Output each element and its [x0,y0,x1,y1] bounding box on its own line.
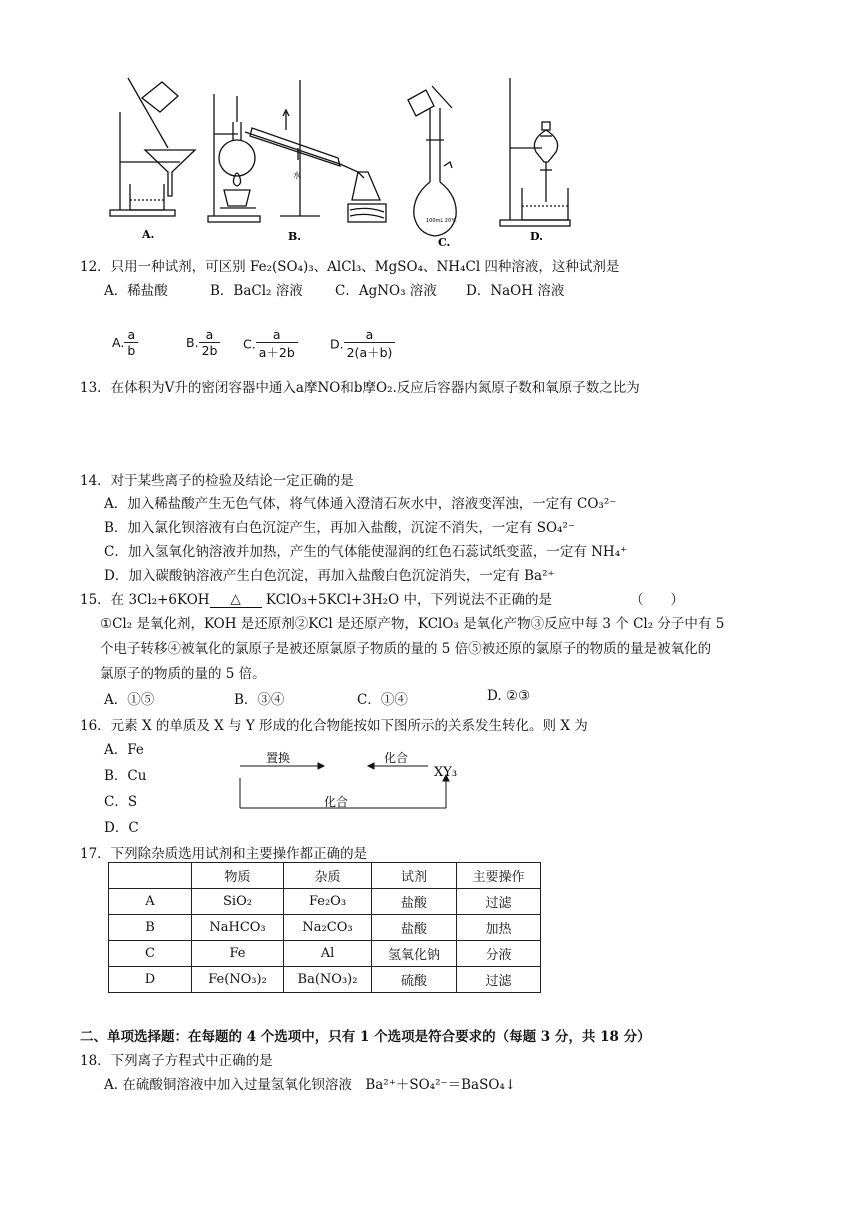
q14-option-a: A．加入稀盐酸产生无色气体，将气体通入澄清石灰水中，溶液变浑浊，一定有 CO₃²⁻ [104,496,617,512]
apparatus-d-separatory-funnel [500,78,570,226]
q13-option-d: D. $\frac{a}{2(a+b)}$ [330,327,395,361]
q15-option-a: A．①⑤ [104,692,155,708]
table-cell: Fe₂O₃ [284,889,372,915]
q16-option-d: D．C [104,820,139,836]
q12-option-a: A．稀盐酸 [104,283,168,299]
q15-answer-bracket: （ ） [630,592,684,608]
table-row [109,967,541,993]
q14-option-c: C．加入氢氧化钠溶液并加热，产生的气体能使湿润的红色石蕊试纸变蓝，一定有 NH₄⁺ [104,544,628,560]
table-cell: 氢氧化钠 [372,941,457,967]
q13-option-a: A. $\frac{a}{b}$ [112,327,138,358]
reaction-condition-heat: △ [210,591,262,608]
section-2-title: 二、单项选择题：在每题的 4 个选项中，只有 1 个选项是符合要求的（每题 3 分，共 18 分） [80,1029,651,1045]
table-cell: Na₂CO₃ [284,915,372,941]
table-header-cell: 物质 [192,863,284,889]
table-cell: Al [284,941,372,967]
table-cell: 盐酸 [372,889,457,915]
apparatus-c-volumetric-flask [408,86,456,236]
table-cell: 盐酸 [372,915,457,941]
flask-volume-label: 100mL 20℃ [426,218,457,224]
q16-option-b: B．Cu [104,768,147,784]
table-header-cell: 主要操作 [457,863,541,889]
q15-body-line-2: 个电子转移④被氧化的氯原子是被还原氯原子物质的量的 5 倍⑤被还原的氯原子的物质的量是被氧化的 [100,641,712,657]
q14-stem: 14．对于某些离子的检验及结论一定正确的是 [80,473,354,489]
q18-stem: 18．下列离子方程式中正确的是 [80,1053,273,1069]
q15-option-d: D. ②③ [487,688,531,704]
q15-option-c: C．①④ [357,692,408,708]
q14-option-d: D．加入碳酸钠溶液产生白色沉淀，再加入盐酸白色沉淀消失，一定有 Ba²⁺ [104,568,555,584]
q15-body-line-3: 氯原子的物质的量的 5 倍。 [100,666,266,682]
q13-option-b: B. $\frac{a}{2b}$ [186,327,220,358]
table-header-cell: 杂质 [284,863,372,889]
q18-option-a: A. 在硫酸铜溶液中加入过量氢氧化钡溶液 Ba²⁺＋SO₄²⁻＝BaSO₄↓ [104,1077,517,1093]
table-cell: C [109,941,192,967]
table-header-cell: 试剂 [372,863,457,889]
table-row [109,941,541,967]
q15-stem: 15．在 3Cl₂+6KOH △ KClO₃+5KCl+3H₂O 中，下列说法不正确的是 [80,591,552,608]
table-cell: Ba(NO₃)₂ [284,967,372,993]
table-header-row [109,863,541,889]
table-cell: 加热 [457,915,541,941]
q12-option-b: B．BaCl₂ 溶液 [210,283,303,299]
q16-option-a: A．Fe [104,742,144,758]
q16-arrow-label-substitution: 置换 [266,751,291,765]
table-cell: 分液 [457,941,541,967]
table-header-cell [109,863,192,889]
q15-option-b: B．③④ [234,692,285,708]
apparatus-label-c: C. [438,236,451,249]
q13-stem: 13．在体积为V升的密闭容器中通入a摩NO和b摩O₂.反应后容器内氮原子数和氧原子数之比为 [80,380,640,396]
q12-option-c: C．AgNO₃ 溶液 [335,283,437,299]
table-cell: D [109,967,192,993]
q17-table [108,862,541,993]
table-cell: Fe [192,941,284,967]
apparatus-label-a: A. [142,228,155,241]
table-cell: B [109,915,192,941]
q16-product-xy3: XY₃ [434,765,458,780]
q16-stem: 16．元素 X 的单质及 X 与 Y 形成的化合物能按如下图所示的关系发生转化。则 X 为 [80,718,588,734]
q14-option-b: B．加入氯化钡溶液有白色沉淀产生，再加入盐酸，沉淀不消失，一定有 SO₄²⁻ [104,520,575,536]
table-row [109,915,541,941]
q12-option-d: D．NaOH 溶液 [466,283,565,299]
table-cell: 过滤 [457,967,541,993]
q16-transformation-diagram [232,748,482,814]
q15-body-line-1: ①Cl₂ 是氧化剂，KOH 是还原剂②KCl 是还原产物，KClO₃ 是氧化产物③反应中每 3 个 Cl₂ 分子中有 5 [100,616,725,632]
apparatus-b-distillation [208,80,386,222]
table-cell: NaHCO₃ [192,915,284,941]
apparatus-figure [100,72,600,250]
q12-stem: 12．只用一种试剂，可区别 Fe₂(SO₄)₃、AlCl₃、MgSO₄、NH₄Cl 四种溶液，这种试剂是 [80,259,620,275]
q17-stem: 17．下列除杂质选用试剂和主要操作都正确的是 [80,846,368,862]
table-row [109,889,541,915]
table-cell: A [109,889,192,915]
q13-option-c: C. $\frac{a}{a+2b}$ [243,327,298,361]
table-cell: Fe(NO₃)₂ [192,967,284,993]
q16-option-c: C．S [104,794,138,810]
table-cell: SiO₂ [192,889,284,915]
apparatus-label-b: B. [288,230,302,243]
q16-arrow-label-combination-bottom: 化合 [324,795,349,809]
apparatus-a-filtration [110,78,195,216]
water-label: 水 [293,171,301,180]
apparatus-label-d: D. [530,230,543,243]
q16-arrow-label-combination-top: 化合 [384,751,409,765]
table-cell: 硫酸 [372,967,457,993]
table-cell: 过滤 [457,889,541,915]
